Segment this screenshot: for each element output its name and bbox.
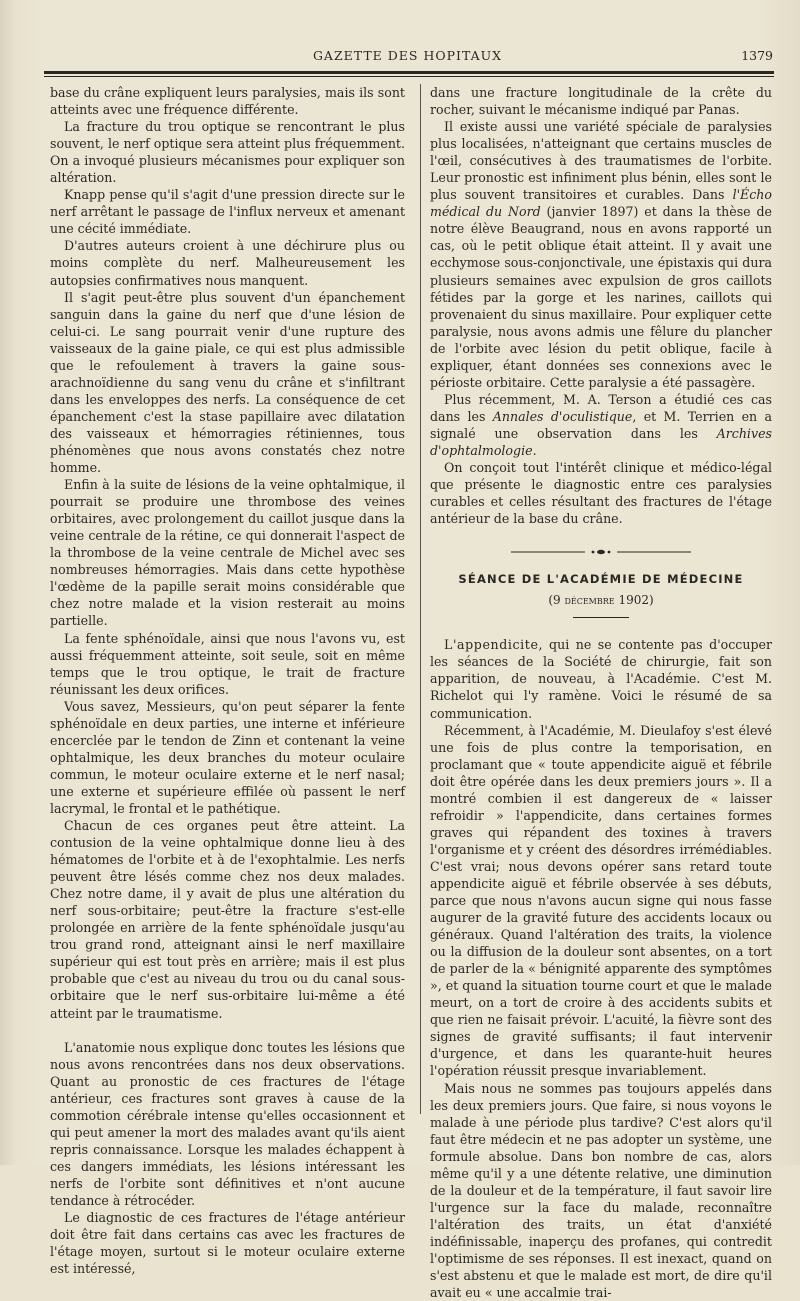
paragraph [430, 636, 772, 721]
paragraph: L'anatomie nous explique donc toutes les lésions que nous avons rencontrées dans nos deux observations. Quant au pronostic de ces fractures de l'étage antérieur, ces fractures sont graves à cause de la commotion cérébrale intense qu'elles occasionnent et qui peut amener la mort des malades avant qu'ils aient repris connaissance. Lorsque les malades échappent à ces dangers immédiats, les lésions intéressant les nerfs de l'orbite sont définitives et n'ont aucune tendance à rétrocéder. [50, 1039, 405, 1208]
paragraph: Récemment, à l'Académie, M. Dieulafoy s'est élevé une fois de plus contre la temporisation, en proclamant que « toute appendicite aiguë et fébrile doit être opérée dans les deux premiers jours ». Il a montré combien il est dangereux de « laisser refroidir » l'appendicite, dans certaines formes graves qui répandent des toxines à travers l'organisme et y créent des désordres irrémédiables. C'est vrai; nous devons opérer sans retard toute appendicite aiguë et fébrile observée à ses débuts, parce que nous n'avons aucun signe qui nous fasse augurer de la gravité future des accidents locaux ou généraux. Quand l'altération des traits, la violence ou la diffusion de la douleur sont absentes, on a tort de parler de la « bénignité apparente des symptômes », et quand la situation tourne court et que le malade meurt, on a tort de croire à des accidents subits et que rien ne faisait prévoir. L'acuité, la fièvre sont des signes de gravité suffisants; il faut intervenir d'urgence, et dans les quarante-huit heures l'opération réussit presque invariablement. [430, 722, 772, 1079]
paragraph: Knapp pense qu'il s'agit d'une pression directe sur le nerf arrêtant le passage de l'influx nerveux et amenant une cécité immédiate. [50, 187, 405, 237]
paragraph: La fente sphénoïdale, ainsi que nous l'avons vu, est aussi fréquemment atteinte, soit seule, soit en même temps que le trou optique, le trait de fracture réunissant les deux orifices. [50, 630, 405, 697]
paragraph: dans une fracture longitudinale de la crête du rocher, suivant le mécanisme indiqué par Panas. [430, 85, 772, 118]
paragraph: Le diagnostic de ces fractures de l'étage antérieur doit être fait dans certains cas avec les fractures de l'étage moyen, surtout si le moteur oculaire externe est intéressé, [50, 1210, 405, 1277]
page-number: 1379 [741, 48, 773, 63]
paragraph: Enfin à la suite de lésions de la veine ophtalmique, il pourrait se produire une thrombose des veines orbitaires, avec prolongement du caillot jusque dans la veine centrale de la rétine, ce qui donnerait l'aspect de la thrombose de la veine centrale de Michel avec ses nombreuses hémorragies. Mais dans cette hypothèse l'œdème de la papille serait moins considérable que chez notre malade et la vision resterait au moins partielle. [50, 477, 405, 629]
section-date [430, 592, 772, 609]
paragraph: La fracture du trou optique se rencontrant le plus souvent, le nerf optique sera atteint plus fréquemment. On a invoqué plusieurs mécanismes pour expliquer son altération. [50, 119, 405, 186]
section-heading: SÉANCE DE L'ACADÉMIE DE MÉDECINE [458, 572, 744, 587]
left-column [50, 84, 405, 1277]
paragraph: base du crâne expliquent leurs paralysies, mais ils sont atteints avec une fréquence différente. [50, 85, 405, 118]
paragraph: D'autres auteurs croient à une déchirure plus ou moins complète du nerf. Malheureusement les autopsies confirmatives nous manquent. [50, 238, 405, 288]
paragraph: On conçoit tout l'intérêt clinique et médico-légal que présente le diagnostic entre ces paralysies curables et celles résultant des fractures de l'étage antérieur de la base du crâne. [430, 460, 772, 527]
text-run: (9 [548, 593, 565, 608]
text-run: Plus récemment, M. A. Terson a étudié ces cas dans les [430, 391, 772, 424]
column-divider [420, 84, 421, 1114]
paragraph: Mais nous ne sommes pas toujours appelés dans les deux premiers jours. Que faire, si nous voyons le malade à une période plus tardive? C'est alors qu'il faut être médecin et ne pas adopter un système, une formule absolue. Dans bon nombre de cas, alors même qu'il y a une détente relative, une diminution de la douleur et de la température, il faut savoir lire l'urgence sur la face du malade, reconnaître l'altération des traits, un état d'anxiété indéfinissable, inaperçu des profanes, qui contredit l'optimisme de ses réponses. Il est inexact, quand on s'est abstenu et que le malade est mort, de dire qu'il avait eu « une accalmie trai- [430, 1080, 772, 1301]
text-run: Il existe aussi une variété spéciale de paralysies plus localisées, n'atteignant que certains muscles de l'œil, consécutives à des traumatismes de l'orbite. Leur pronostic est infiniment plus bénin, elles sont le plus souvent transitoires et curables. Dans [430, 119, 772, 203]
text-run: (janvier 1897) et dans la thèse de notre élève Beaugrand, nous en avons rapporté un cas, où le petit oblique était atteint. Il y avait une ecchymose sous-conjonctivale, une épistaxis qui dura plusieurs semaines avec expulsion de gros caillots fétides par la gorge et les narines, caillots qui provenaient du sinus maxillaire. Pour expliquer cette paralysie, nous avons admis une fêlure du plancher de l'orbite avec lésion du petit oblique, facile à expliquer, étant données ses connexions avec le périoste orbitaire. Cette paralysie a été passagère. [430, 204, 772, 390]
text-run: , et M. Terrien en a signalé une observation dans les [430, 408, 772, 441]
journal-citation: l'Écho médical du Nord [430, 187, 772, 220]
paragraph: Vous savez, Messieurs, qu'on peut séparer la fente sphénoïdale en deux parties, une interne et inférieure encerclée par le tendon de Zinn et contenant la veine ophtalmique, les deux branches du moteur oculaire commun, le moteur oculaire externe et le nerf nasal; une externe et supérieure effilée où passent le nerf lacrymal, le frontal et le pathétique. [50, 698, 405, 816]
page-header [40, 46, 775, 68]
section-rule [573, 617, 629, 618]
text-run: 1902) [614, 593, 654, 608]
paragraph [430, 118, 772, 391]
journal-title: GAZETTE DES HOPITAUX [312, 48, 503, 63]
text-run: , qui ne se contente pas d'occuper les séances de la Société de chirurgie, fait son apparition, de nouveau, à l'Académie. C'est M. Richelot qui l'y ramène. Voici le résumé de sa communication. [430, 637, 772, 721]
text-run: . [532, 442, 537, 458]
header-rule-thick [44, 71, 774, 74]
header-rule-thin [44, 76, 774, 77]
lead-term: L'appendicite [444, 637, 539, 653]
paragraph [430, 391, 772, 459]
ornamental-separator [430, 549, 772, 555]
paragraph: Il s'agit peut-être plus souvent d'un épanchement sanguin dans la gaine du nerf que d'une lésion de celui-ci. Le sang pourrait venir d'une rupture des vaisseaux de la gaine piale, ce qui est plus admissible que le refoulement à travers la gaine sous-arachnoïdienne du sang venu du crâne et s'infiltrant dans les enveloppes des nerfs. La conséquence de cet épanchement c'est la stase papillaire avec dilatation des vaisseaux et hémorragies rétiniennes, tous phénomènes que nous avons constatés chez notre homme. [50, 289, 405, 476]
right-column [430, 84, 772, 1301]
journal-citation: Annales d'oculistique [492, 408, 633, 424]
date-month: décembre [564, 594, 615, 608]
journal-citation: Archives d'ophtalmologie [430, 425, 772, 458]
paragraph: Chacun de ces organes peut être atteint. La contusion de la veine ophtalmique donne lieu à des hématomes de l'orbite et à de l'exophtalmie. Les nerfs peuvent être lésés comme chez nos deux malades. Chez notre dame, il y avait de plus une altération du nerf sous-orbitaire; peut-être la fracture s'est-elle prolongée en arrière de la fente sphénoïdale jusqu'au trou grand rond, atteignant ainsi le nerf maxillaire supérieur qui est tout près en arrière; mais il est plus probable que c'est au niveau du trou ou du canal sous-orbitaire que le nerf sus-orbitaire lui-même a été atteint par le traumatisme. [50, 818, 405, 1021]
